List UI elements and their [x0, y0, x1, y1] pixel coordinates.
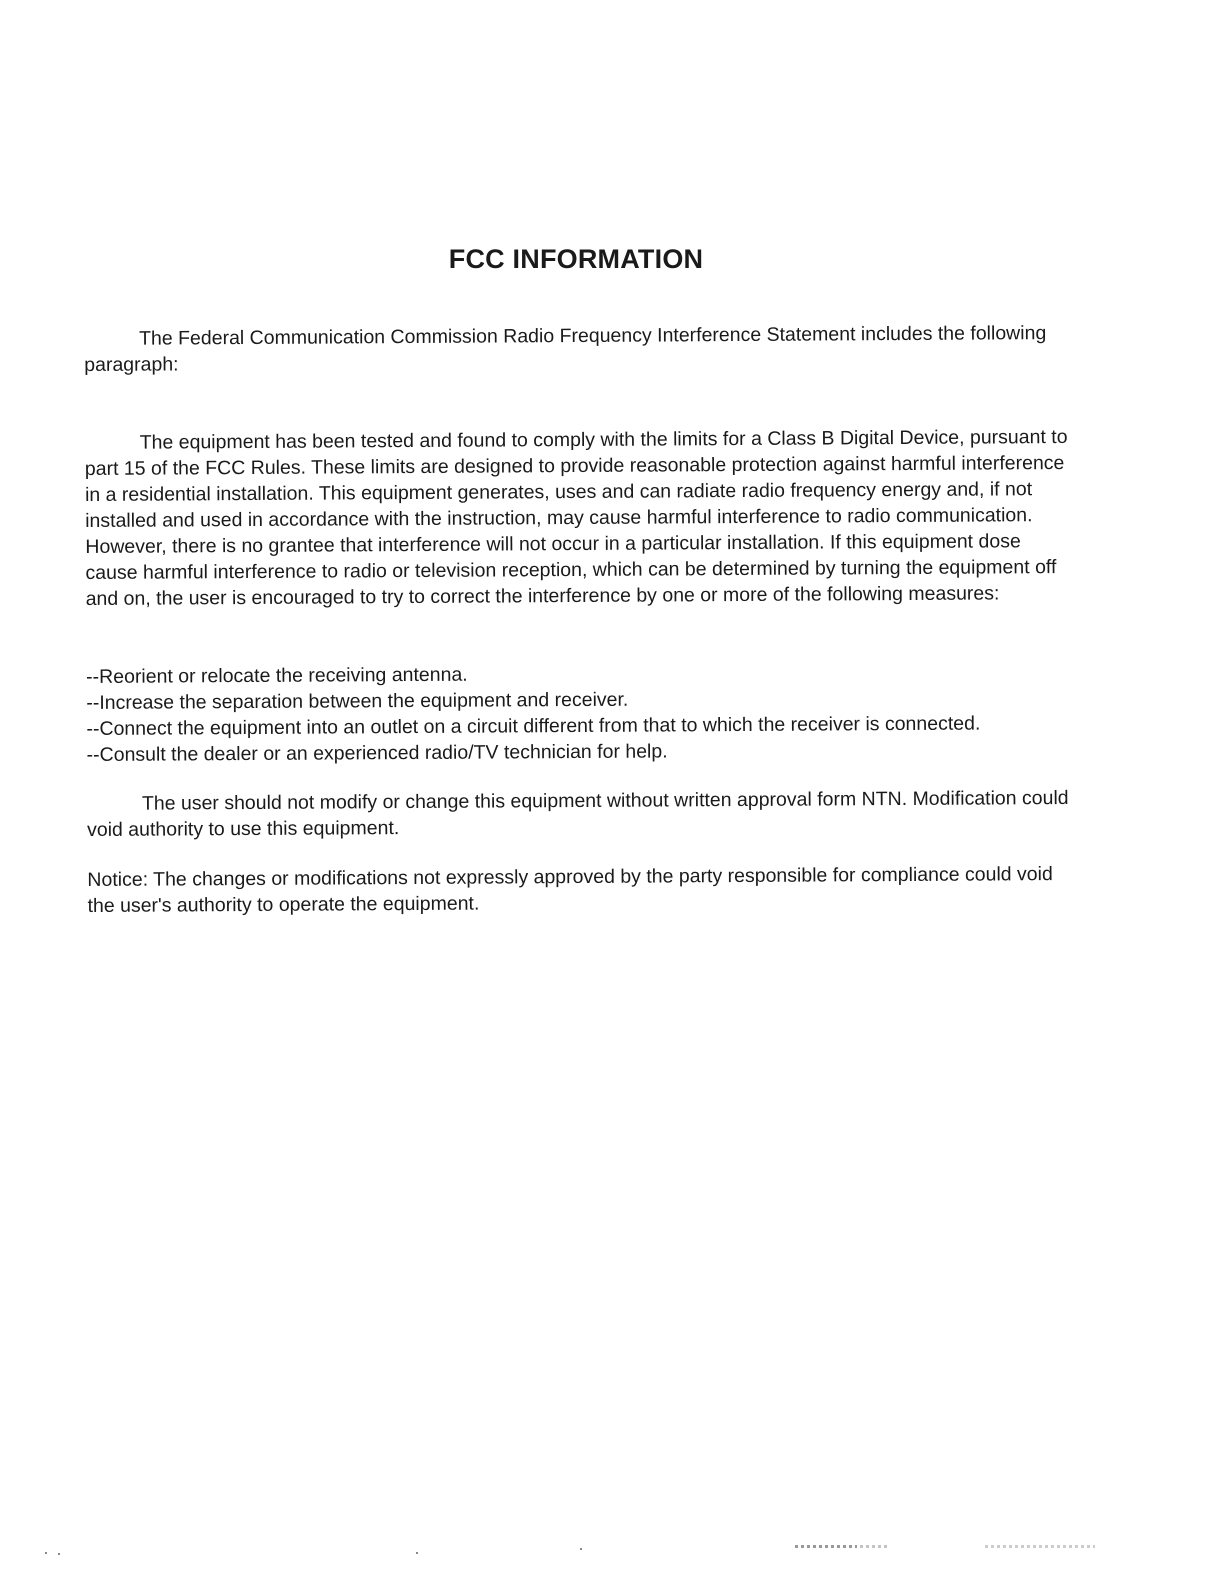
scan-speck	[416, 1552, 418, 1554]
list-item: --Increase the separation between the equipment and receiver.	[86, 688, 629, 714]
scan-speck	[580, 1548, 582, 1550]
scan-speck	[58, 1553, 60, 1555]
intro-paragraph: The Federal Communication Commission Radio Frequency Interference Statement includes the following paragraph:	[84, 322, 1047, 376]
notice-paragraph: Notice: The changes or modifications not expressly approved by the party responsible for compliance could void the user's authority to operate the equipment.	[87, 863, 1053, 917]
scan-speck	[45, 1552, 47, 1554]
scan-artifact	[860, 1545, 888, 1548]
measures-list	[86, 658, 1079, 768]
list-item: --Consult the dealer or an experienced radio/TV technician for help.	[86, 740, 668, 766]
list-item: --Reorient or relocate the receiving antenna.	[86, 663, 468, 688]
document-body	[84, 320, 1080, 919]
fcc-statement-paragraph: The equipment has been tested and found to comply with the limits for a Class B Digital Device, pursuant to part 15 of the FCC Rules. These limits are designed to provide reasonable protection against harmful interference in a residential installation. This equipment generates, uses and can radiate radio frequency energy and, if not installed and used in accordance with the instruction, may cause harmful interference to radio communication. However, there is no grantee that interference will not occur in a particular installation. If this equipment dose cause harmful interference to radio or television reception, which can be determined by turning the equipment off and on, the user is encouraged to try to correct the interference by one or more of the following measures:	[84, 425, 1068, 610]
list-item: --Connect the equipment into an outlet on a circuit different from that to which the receiver is connected.	[86, 712, 981, 740]
user-modification-paragraph: The user should not modify or change this equipment without written approval form NTN. Modification could void authority to use this equipment.	[87, 786, 1069, 841]
page-title: FCC INFORMATION	[448, 244, 704, 274]
scan-artifact	[795, 1545, 857, 1548]
scan-artifact	[985, 1545, 1095, 1548]
